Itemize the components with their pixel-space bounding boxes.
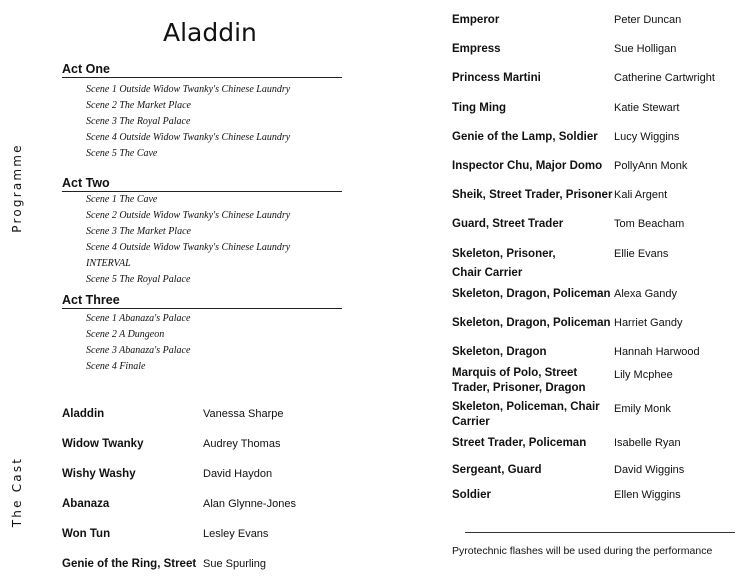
role-name: Sergeant, Guard bbox=[452, 463, 542, 476]
act-heading: Act One bbox=[62, 62, 342, 78]
role-name: Skeleton, Dragon, Policeman bbox=[452, 316, 611, 329]
programme-side-label: Programme bbox=[10, 143, 24, 233]
scene-item: Scene 3 Abanaza's Palace bbox=[86, 345, 191, 356]
actor-name: PollyAnn Monk bbox=[614, 159, 688, 172]
scene-item: Scene 5 The Royal Palace bbox=[86, 274, 191, 285]
scene-list bbox=[86, 311, 190, 375]
actor-name: Tom Beacham bbox=[614, 218, 685, 231]
role-name: Skeleton, Policeman, Chair Carrier bbox=[452, 400, 600, 428]
actor-name: Vanessa Sharpe bbox=[203, 408, 284, 420]
act-heading: Act Two bbox=[62, 176, 342, 192]
interval-marker: INTERVAL bbox=[86, 258, 131, 269]
scene-item: Scene 1 Abanaza's Palace bbox=[86, 313, 191, 324]
actor-name: Ellen Wiggins bbox=[614, 488, 681, 501]
scene-list bbox=[86, 82, 290, 162]
role-name: Sheik, Street Trader, Prisoner bbox=[452, 189, 613, 202]
show-title: Aladdin bbox=[163, 18, 257, 47]
role-name: Emperor bbox=[452, 14, 500, 26]
actor-name: Sue Holligan bbox=[614, 43, 677, 56]
act-heading: Act Three bbox=[62, 293, 342, 309]
scene-item: Scene 4 Finale bbox=[86, 361, 146, 372]
role-name: Aladdin bbox=[62, 408, 105, 420]
role-name: Abanaza bbox=[62, 498, 110, 510]
role-name: Genie of the Ring, Street bbox=[62, 558, 197, 570]
role-name: Skeleton, Prisoner, Chair Carrier bbox=[452, 247, 556, 279]
actor-name: Hannah Harwood bbox=[614, 345, 700, 358]
role-name: Princess Martini bbox=[452, 72, 541, 85]
footer-divider bbox=[465, 532, 735, 533]
scene-item: Scene 2 A Dungeon bbox=[86, 329, 165, 340]
role-name: Ting Ming bbox=[452, 101, 507, 114]
role-name: Guard, Street Trader bbox=[452, 218, 564, 231]
actor-name: Audrey Thomas bbox=[203, 438, 281, 450]
actor-name: David Haydon bbox=[203, 468, 273, 480]
actor-name: Lily Mcphee bbox=[614, 368, 673, 381]
scene-item: Scene 4 Outside Widow Twanky's Chinese Laundry bbox=[86, 242, 291, 253]
actor-name: Lesley Evans bbox=[203, 528, 269, 540]
role-name: Won Tun bbox=[62, 528, 111, 540]
scene-item: Scene 3 The Royal Palace bbox=[86, 116, 191, 127]
role-name: Soldier bbox=[452, 488, 491, 501]
actor-name: David Wiggins bbox=[614, 463, 685, 476]
actor-name: Kali Argent bbox=[614, 189, 668, 202]
role-name: Skeleton, Dragon, Policeman bbox=[452, 287, 611, 300]
actor-name: Sue Spurling bbox=[203, 558, 266, 570]
role-name: Inspector Chu, Major Domo bbox=[452, 159, 603, 172]
pyrotechnics-notice: Pyrotechnic flashes will be used during the performance bbox=[452, 545, 713, 557]
actor-name: Isabelle Ryan bbox=[614, 436, 681, 449]
scene-item: Scene 1 The Cave bbox=[86, 194, 158, 205]
role-name: Empress bbox=[452, 43, 501, 56]
actor-name: Katie Stewart bbox=[614, 101, 680, 114]
scene-item: Scene 1 Outside Widow Twanky's Chinese Laundry bbox=[86, 84, 291, 95]
actor-name: Ellie Evans bbox=[614, 247, 669, 260]
scene-item: Scene 3 The Market Place bbox=[86, 226, 191, 237]
scene-list bbox=[86, 192, 290, 288]
actor-name: Alexa Gandy bbox=[614, 287, 677, 300]
role-name: Street Trader, Policeman bbox=[452, 436, 587, 449]
actor-name: Lucy Wiggins bbox=[614, 130, 680, 143]
actor-name: Harriet Gandy bbox=[614, 316, 683, 329]
scene-item: Scene 4 Outside Widow Twanky's Chinese Laundry bbox=[86, 132, 291, 143]
actor-name: Alan Glynne-Jones bbox=[203, 498, 296, 510]
role-name: Skeleton, Dragon bbox=[452, 345, 547, 358]
actor-name: Emily Monk bbox=[614, 402, 671, 415]
scene-item: Scene 2 Outside Widow Twanky's Chinese Laundry bbox=[86, 210, 291, 221]
actor-name: Peter Duncan bbox=[614, 14, 682, 26]
scene-item: Scene 2 The Market Place bbox=[86, 100, 191, 111]
role-name: Wishy Washy bbox=[62, 468, 136, 480]
scene-item: Scene 5 The Cave bbox=[86, 148, 158, 159]
role-name: Genie of the Lamp, Soldier bbox=[452, 130, 598, 143]
cast-side-label: The Cast bbox=[10, 456, 24, 528]
actor-name: Catherine Cartwright bbox=[614, 72, 715, 85]
role-name: Marquis of Polo, Street Trader, Prisoner, Dragon bbox=[452, 366, 586, 394]
role-name: Widow Twanky bbox=[62, 438, 144, 450]
